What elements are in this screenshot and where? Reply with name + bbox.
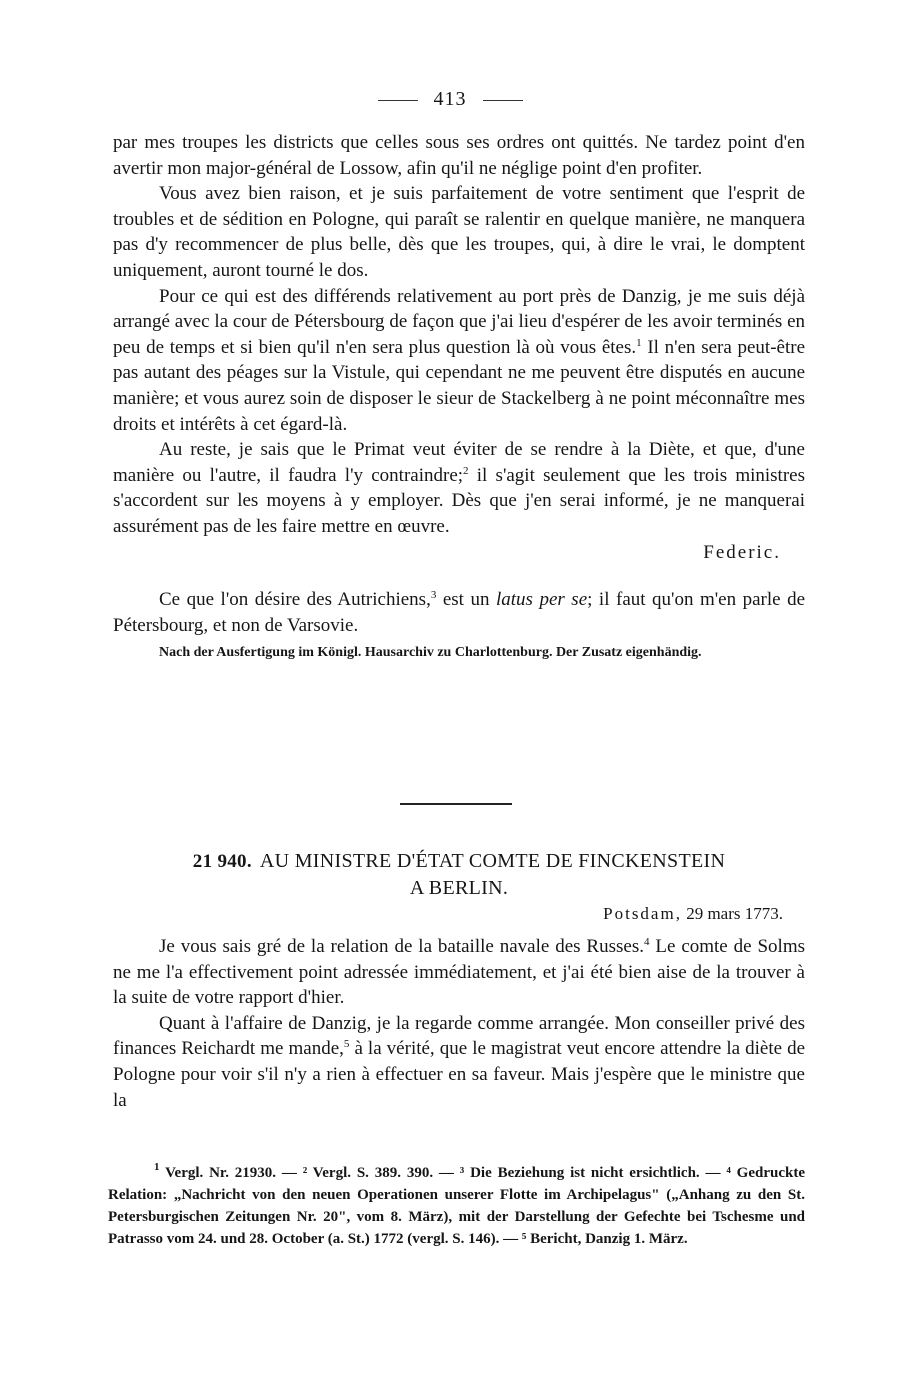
footnote-mark-1: 1 bbox=[154, 1161, 160, 1173]
footnotes bbox=[108, 1162, 805, 1250]
footnotes-content: Vergl. Nr. 21930. — ² Vergl. S. 389. 390. — ³ Die Beziehung ist nicht ersichtlich. — ⁴ Gedruckte Relation: „Nachricht von den neuen Operationen unserer Flotte im Archipelagus" („Anhang zu den St. Petersburgischen Zeitungen Nr. 20", vom 8. März), mit der Darstellung der Gefechte bei Tschesme und Patrasso vom 24. und 28. October (a. St.) 1772 (vergl. S. 146). — ⁵ Bericht, Danzig 1. März. bbox=[108, 1165, 806, 1247]
postscript bbox=[113, 587, 805, 638]
page-number-dash-left bbox=[378, 100, 418, 101]
paragraph-3-cont: Il n'en sera peut-être pas autant des péages sur la Vistule, qui cependant ne me peuvent être disputés en aucune manière; et vous aurez soin de disposer le sieur de Stackelberg à ne point méconnaître mes droits et intérêts à cet égard-là. bbox=[113, 336, 806, 435]
heading-line-1 bbox=[113, 848, 805, 875]
letter-continued bbox=[113, 130, 805, 662]
page-number bbox=[0, 88, 900, 111]
paragraph-4-cont: il s'agit seulement que les trois ministres s'accordent sur les moyens à y employer. Dès que j'en serai informé, je ne manquerai assurément pas de les faire mettre en œuvre. bbox=[113, 464, 805, 537]
heading-title-2: A BERLIN. bbox=[409, 877, 509, 899]
new-p2-a: Quant à l'affaire de Danzig, je la regarde comme arrangée. Mon conseiller privé des finances Reichardt me mande, bbox=[113, 1012, 805, 1060]
footnote-ref-4: 4 bbox=[643, 936, 650, 948]
paragraph-2: Vous avez bien raison, et je suis parfaitement de votre sentiment que l'esprit de troubles et de sédition en Pologne, qui paraît se ralentir en quelque manière, ne manquera pas d'y recommencer de plus belle, dès que les troupes, qui, à dire le vrai, le domptent uniquement, auront tourné le dos. bbox=[113, 183, 805, 281]
new-letter-paragraph-1 bbox=[113, 934, 805, 1011]
paragraph-4-text: Au reste, je sais que le Primat veut éviter de se rendre à la Diète, et que, d'une manière ou l'autre, il faudra l'y contraindre; bbox=[113, 439, 805, 486]
postscript-italic: latus per se bbox=[496, 589, 588, 611]
footnote-ref-2: 2 bbox=[463, 464, 469, 477]
new-letter-paragraph-2 bbox=[113, 1011, 805, 1113]
dateline-date: 29 mars 1773. bbox=[686, 904, 783, 923]
dateline-place: Potsdam, bbox=[603, 904, 682, 923]
paragraph-4 bbox=[113, 437, 805, 539]
signature: Federic. bbox=[703, 541, 781, 563]
page-number-dash-right bbox=[483, 100, 523, 101]
paragraph-3 bbox=[113, 284, 805, 438]
page-number-text: 413 bbox=[433, 88, 467, 110]
paragraph-3-text: Pour ce qui est des différends relativement au port près de Danzig, je me suis déjà arrangé avec la cour de Pétersbourg de façon que j'ai lieu d'espérer de les avoir terminés en peu de temps et si bien qu'il n'en sera plus question là où vous êtes. bbox=[113, 285, 805, 358]
footnote-text bbox=[108, 1162, 805, 1250]
new-letter-body bbox=[113, 934, 805, 1113]
new-p2-b: à la vérité, que le magistrat veut encore attendre la diète de Pologne pour voir s'il n'y a rien à effectuer en sa faveur. Mais j'espère que le ministre que la bbox=[113, 1038, 806, 1111]
footnote-ref-3: 3 bbox=[430, 589, 437, 602]
postscript-c: ; il faut qu'on m'en parle de Pétersbourg, et non de Varsovie. bbox=[113, 589, 806, 636]
letter-number: 21 940. bbox=[192, 851, 252, 872]
section-divider bbox=[400, 803, 512, 805]
dateline bbox=[113, 904, 783, 924]
footnote-ref-5: 5 bbox=[343, 1038, 350, 1051]
postscript-b: est un bbox=[442, 589, 490, 611]
letter-heading bbox=[113, 848, 805, 901]
paragraph-1: par mes troupes les districts que celles sous ses ordres ont quittés. Ne tardez point d'en avertir mon major-général de Lossow, afin qu'il ne néglige point d'en profiter. bbox=[113, 132, 805, 179]
new-p1-a: Je vous sais gré de la relation de la bataille navale des Russes. bbox=[159, 936, 644, 957]
footnote-ref-1: 1 bbox=[636, 336, 642, 349]
new-p1-b: Le comte de Solms ne me l'a effectivement point adressée immédiatement, et j'ai été bien aise de la trouver à la suite de votre rapport d'hier. bbox=[113, 936, 805, 1009]
heading-title-1: AU MINISTRE D'ÉTAT COMTE DE FINCKENSTEIN bbox=[259, 850, 726, 872]
postscript-a: Ce que l'on désire des Autrichiens, bbox=[159, 589, 431, 611]
source-note: Nach der Ausfertigung im Königl. Hausarchiv zu Charlottenburg. Der Zusatz eigenhändig. bbox=[159, 645, 702, 661]
